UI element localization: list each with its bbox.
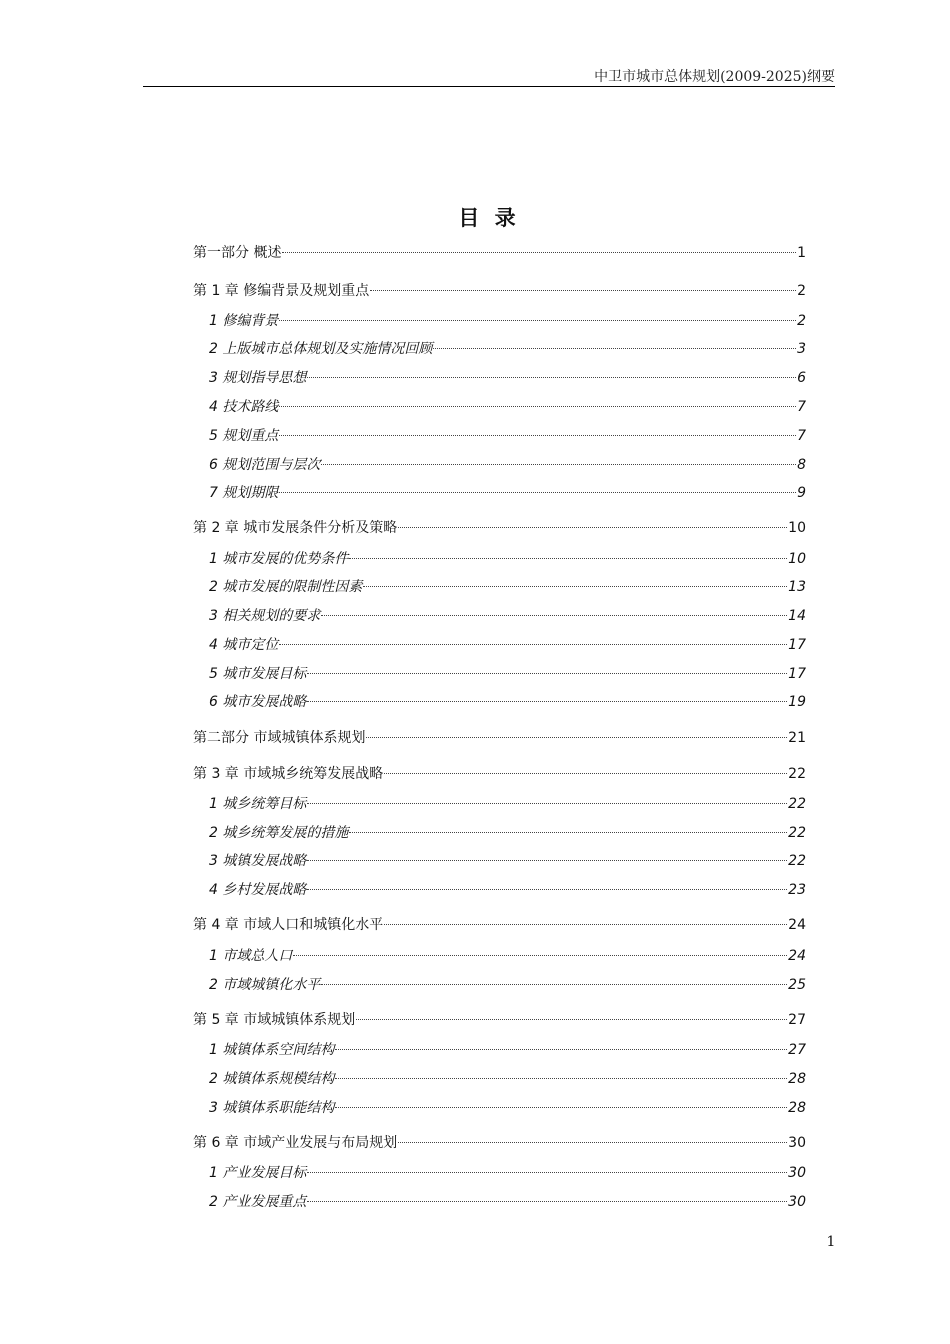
- toc-entry-page: 17: [788, 637, 806, 653]
- toc-chapter-entry[interactable]: [193, 1133, 806, 1153]
- toc-entry-label: 1 城镇体系空间结构: [209, 1042, 335, 1058]
- dot-leader: [307, 377, 796, 378]
- dot-leader: [293, 955, 787, 956]
- toc-chapter-entry[interactable]: [193, 915, 806, 935]
- toc-entry-page: 7: [797, 399, 806, 415]
- dot-leader: [335, 1078, 787, 1079]
- toc-entry-label: 6 城市发展战略: [209, 694, 307, 710]
- toc-chapter-entry[interactable]: [193, 518, 806, 538]
- toc-entry-label: 3 城镇发展战略: [209, 853, 307, 869]
- dot-leader: [279, 406, 796, 407]
- toc-section-entry[interactable]: [209, 1163, 806, 1183]
- toc-entry-label: 2 城镇体系规模结构: [209, 1071, 335, 1087]
- toc-entry-page: 19: [788, 694, 806, 710]
- dot-leader: [307, 673, 787, 674]
- toc-entry-label: 第 5 章 市域城镇体系规划: [193, 1012, 356, 1028]
- toc-section-entry[interactable]: [209, 455, 806, 475]
- dot-leader: [363, 586, 787, 587]
- toc-entry-label: 5 城市发展目标: [209, 666, 307, 682]
- dot-leader: [282, 252, 796, 253]
- toc-section-entry[interactable]: [209, 339, 806, 359]
- toc-entry-page: 27: [788, 1012, 806, 1028]
- toc-entry-page: 25: [788, 977, 806, 993]
- dot-leader: [349, 832, 787, 833]
- dot-leader: [335, 1107, 787, 1108]
- toc-entry-page: 7: [797, 428, 806, 444]
- toc-entry-page: 8: [797, 457, 806, 473]
- dot-leader: [321, 615, 787, 616]
- toc-chapter-entry[interactable]: [193, 243, 806, 263]
- dot-leader: [384, 773, 787, 774]
- dot-leader: [279, 435, 796, 436]
- dot-leader: [307, 701, 787, 702]
- running-header: 中卫市城市总体规划(2009-2025)纲要: [594, 69, 835, 85]
- toc-section-entry[interactable]: [209, 692, 806, 712]
- toc-entry-page: 30: [788, 1165, 806, 1181]
- toc-entry-page: 24: [788, 948, 806, 964]
- toc-section-entry[interactable]: [209, 664, 806, 684]
- page-number: 1: [826, 1234, 836, 1250]
- toc-entry-page: 27: [788, 1042, 806, 1058]
- toc-chapter-entry[interactable]: [193, 764, 806, 784]
- toc-section-entry[interactable]: [209, 483, 806, 503]
- toc-entry-page: 22: [788, 853, 806, 869]
- toc-entry-label: 第 3 章 市域城乡统筹发展战略: [193, 766, 384, 782]
- dot-leader: [307, 1201, 787, 1202]
- dot-leader: [307, 803, 787, 804]
- toc-entry-page: 10: [788, 551, 806, 567]
- dot-leader: [335, 1049, 787, 1050]
- dot-leader: [370, 290, 796, 291]
- dot-leader: [279, 644, 787, 645]
- toc-entry-label: 3 规划指导思想: [209, 370, 307, 386]
- toc-section-entry[interactable]: [209, 946, 806, 966]
- dot-leader: [398, 1142, 787, 1143]
- dot-leader: [398, 527, 787, 528]
- toc-entry-page: 10: [788, 520, 806, 536]
- toc-entry-label: 2 市域城镇化水平: [209, 977, 321, 993]
- toc-section-entry[interactable]: [209, 311, 806, 331]
- toc-entry-label: 1 城乡统筹目标: [209, 796, 307, 812]
- toc-section-entry[interactable]: [209, 577, 806, 597]
- toc-section-entry[interactable]: [209, 635, 806, 655]
- dot-leader: [307, 860, 787, 861]
- dot-leader: [279, 320, 796, 321]
- toc-entry-label: 1 城市发展的优势条件: [209, 551, 349, 567]
- toc-entry-label: 3 城镇体系职能结构: [209, 1100, 335, 1116]
- dot-leader: [433, 348, 796, 349]
- dot-leader: [366, 737, 787, 738]
- toc-entry-page: 2: [797, 283, 806, 299]
- toc-entry-label: 4 乡村发展战略: [209, 882, 307, 898]
- toc-entry-label: 1 产业发展目标: [209, 1165, 307, 1181]
- toc-entry-label: 第 1 章 修编背景及规划重点: [193, 283, 370, 299]
- toc-section-entry[interactable]: [209, 851, 806, 871]
- toc-entry-label: 第 4 章 市域人口和城镇化水平: [193, 917, 384, 933]
- toc-entry-label: 3 相关规划的要求: [209, 608, 321, 624]
- toc-title: 目 录: [458, 206, 520, 230]
- dot-leader: [321, 984, 787, 985]
- toc-section-entry[interactable]: [209, 549, 806, 569]
- toc-entry-page: 30: [788, 1135, 806, 1151]
- toc-entry-label: 2 城乡统筹发展的措施: [209, 825, 349, 841]
- toc-entry-label: 7 规划期限: [209, 485, 279, 501]
- toc-section-entry[interactable]: [209, 794, 806, 814]
- toc-entry-page: 22: [788, 766, 806, 782]
- toc-entry-page: 30: [788, 1194, 806, 1210]
- toc-entry-page: 2: [797, 313, 806, 329]
- toc-entry-label: 第 2 章 城市发展条件分析及策略: [193, 520, 398, 536]
- toc-entry-label: 2 城市发展的限制性因素: [209, 579, 363, 595]
- toc-entry-label: 1 修编背景: [209, 313, 279, 329]
- dot-leader: [307, 1172, 787, 1173]
- toc-chapter-entry[interactable]: [193, 281, 806, 301]
- header-divider: [143, 86, 835, 87]
- toc-entry-page: 17: [788, 666, 806, 682]
- toc-entry-label: 6 规划范围与层次: [209, 457, 321, 473]
- toc-entry-page: 1: [797, 245, 806, 261]
- toc-entry-label: 5 规划重点: [209, 428, 279, 444]
- toc-entry-page: 23: [788, 882, 806, 898]
- toc-chapter-entry[interactable]: [193, 1010, 806, 1030]
- toc-section-entry[interactable]: [209, 975, 806, 995]
- toc-entry-page: 22: [788, 825, 806, 841]
- toc-section-entry[interactable]: [209, 1192, 806, 1212]
- toc-entry-page: 24: [788, 917, 806, 933]
- toc-section-entry[interactable]: [209, 1040, 806, 1060]
- toc-entry-page: 14: [788, 608, 806, 624]
- toc-entry-label: 第二部分 市域城镇体系规划: [193, 730, 366, 746]
- toc-entry-page: 9: [797, 485, 806, 501]
- toc-section-entry[interactable]: [209, 1098, 806, 1118]
- toc-entry-label: 2 上版城市总体规划及实施情况回顾: [209, 341, 433, 357]
- toc-entry-label: 第一部分 概述: [193, 245, 282, 261]
- toc-section-entry[interactable]: [209, 1069, 806, 1089]
- toc-entry-page: 6: [797, 370, 806, 386]
- toc-entry-label: 第 6 章 市域产业发展与布局规划: [193, 1135, 398, 1151]
- dot-leader: [321, 464, 796, 465]
- toc-entry-page: 3: [797, 341, 806, 357]
- toc-entry-label: 2 产业发展重点: [209, 1194, 307, 1210]
- toc-entry-page: 13: [788, 579, 806, 595]
- toc-chapter-entry[interactable]: [193, 728, 806, 748]
- dot-leader: [384, 924, 787, 925]
- toc-entry-page: 28: [788, 1100, 806, 1116]
- dot-leader: [356, 1019, 787, 1020]
- dot-leader: [279, 492, 796, 493]
- toc-section-entry[interactable]: [209, 368, 806, 388]
- toc-entry-label: 4 技术路线: [209, 399, 279, 415]
- dot-leader: [349, 558, 787, 559]
- toc-section-entry[interactable]: [209, 397, 806, 417]
- dot-leader: [307, 889, 787, 890]
- toc-entry-page: 22: [788, 796, 806, 812]
- toc-entry-page: 21: [788, 730, 806, 746]
- toc-entry-label: 1 市域总人口: [209, 948, 293, 964]
- toc-section-entry[interactable]: [209, 426, 806, 446]
- toc-section-entry[interactable]: [209, 823, 806, 843]
- toc-section-entry[interactable]: [209, 880, 806, 900]
- toc-entry-page: 28: [788, 1071, 806, 1087]
- toc-section-entry[interactable]: [209, 606, 806, 626]
- toc-entry-label: 4 城市定位: [209, 637, 279, 653]
